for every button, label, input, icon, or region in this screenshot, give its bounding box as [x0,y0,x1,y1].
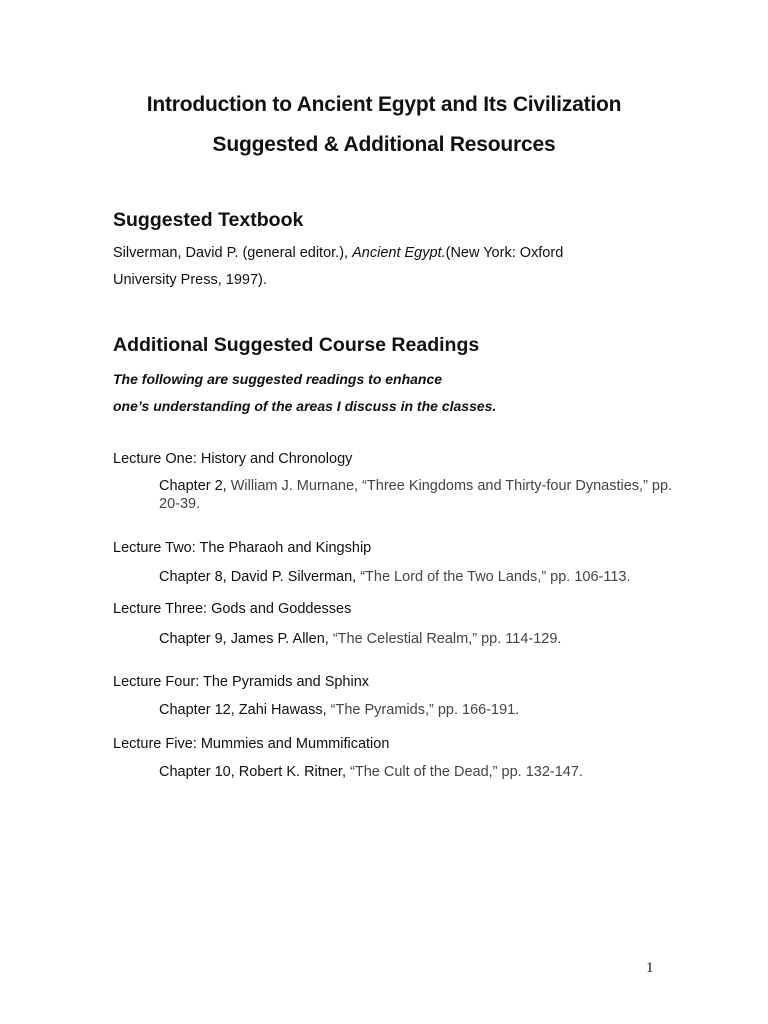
chapter-author: Chapter 2, [159,478,231,494]
document-title: Introduction to Ancient Egypt and Its Civilization [146,93,622,116]
textbook-publisher: (New York: Oxford [445,245,564,261]
chapter-reference: “The Pyramids,” pp. 166-191. [330,702,520,718]
suggested-textbook-heading: Suggested Textbook [113,209,304,231]
chapter-reference: “The Celestial Realm,” pp. 114-129. [332,631,562,647]
lecture-title: Lecture Four: The Pyramids and Sphinx [113,674,370,690]
lecture-chapter [159,701,679,719]
document-subtitle: Suggested & Additional Resources [212,133,556,156]
readings-intro-line1: The following are suggested readings to enhance [113,371,443,387]
lecture-title: Lecture Two: The Pharaoh and Kingship [113,540,372,556]
lecture-chapter [159,477,679,513]
chapter-author: Chapter 8, David P. Silverman, [159,569,361,585]
lecture-chapter [159,763,679,781]
textbook-citation-line1 [113,245,563,261]
lecture-title: Lecture Three: Gods and Goddesses [113,601,352,617]
chapter-author: Chapter 9, James P. Allen, [159,631,333,647]
chapter-author: Chapter 12, Zahi Hawass, [159,702,331,718]
lecture-title: Lecture One: History and Chronology [113,451,353,467]
chapter-author: Chapter 10, Robert K. Ritner, [159,764,351,780]
readings-intro-line2: one’s understanding of the areas I discuss in the classes. [113,398,497,414]
lecture-chapter [159,568,679,586]
textbook-title: Ancient Egypt. [352,245,446,261]
page-number: 1 [646,960,654,976]
chapter-reference: “The Lord of the Two Lands,” pp. 106-113. [360,569,631,585]
lecture-chapter [159,630,679,648]
textbook-citation-line2: University Press, 1997). [113,272,267,288]
chapter-reference: William J. Murnane, “Three Kingdoms and Thirty-four Dynasties,” pp. 20-39. [159,478,673,512]
chapter-reference: “The Cult of the Dead,” pp. 132-147. [350,764,583,780]
additional-readings-heading: Additional Suggested Course Readings [113,334,480,356]
textbook-author: Silverman, David P. (general editor.), [113,245,353,261]
lecture-title: Lecture Five: Mummies and Mummification [113,736,390,752]
